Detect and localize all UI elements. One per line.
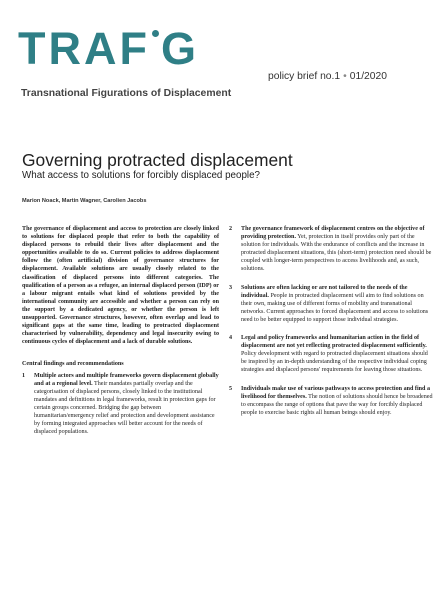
finding-item-3 xyxy=(229,284,433,324)
logo-subtitle: Transnational Figurations of Displacement xyxy=(21,88,232,99)
finding-number: 4 xyxy=(229,335,233,342)
central-findings-heading: Central findings and recommendations xyxy=(22,361,124,368)
finding-lead: Solutions are often lacking or are not tailored to the needs of the individual. xyxy=(241,284,408,299)
finding-item-5 xyxy=(229,385,433,417)
finding-number: 1 xyxy=(22,372,26,379)
logo-dot-icon xyxy=(152,30,159,37)
finding-item-1 xyxy=(22,372,219,437)
brief-separator: • xyxy=(343,71,347,82)
finding-number: 5 xyxy=(229,385,233,392)
finding-lead: Individuals make use of various pathways to access protection and find a livelihood for themselves. xyxy=(241,385,430,400)
left-column xyxy=(22,225,219,442)
right-column xyxy=(229,225,433,427)
authors: Marion Noack, Martin Wagner, Carolien Jacobs xyxy=(22,198,147,204)
finding-body: People in protracted displacement will aim to find solutions on their own, making use of different forms of mobility and transnational networks. Current approaches to forced displacement and access to solutions need to be better equipped to support those individual strategies. xyxy=(241,292,429,323)
finding-lead: Legal and policy frameworks and humanitarian action in the field of displacement are not yet reflecting protracted displacement sufficiently. xyxy=(241,335,427,350)
brief-meta xyxy=(268,71,387,82)
page-title: Governing protracted displacement xyxy=(22,150,293,170)
finding-number: 3 xyxy=(229,284,233,291)
page-subtitle: What access to solutions for forcibly displaced people? xyxy=(22,170,260,181)
finding-text xyxy=(241,284,433,324)
finding-body: Their mandates partially overlap and the categorisation of displaced persons, closely linked to the institutional mandates and definitions in legal frameworks, result in protection gaps for certain groups concerned. Bridging the gap between humanitarian/emergency relief and protection and development assistance by forming integrated approaches will better account for the needs of displaced populations. xyxy=(34,380,216,436)
brief-label: policy brief no.1 xyxy=(268,71,341,82)
finding-body: Yet, protection in itself provides only part of the solution for individuals. With the endurance of conflicts and the increase in protracted displacement situations, this (short-term) protection need should be coupled with longer-term perspectives to access livelihoods and, as such, solutions. xyxy=(241,234,432,273)
finding-text xyxy=(34,372,219,437)
intro-paragraph: The governance of displacement and access to protection are closely linked to solutions for displaced people that refer to both the capability of displaced persons to rebuild their lives after displacement and the opportunities available to do so. Current policies to address displacement follow the (often artificial) division of governance structures for displacement. Available solutions are usually closely related to the classification of displaced persons into different categories. The qualification of a person as a refugee, an internal displaced person (IDP) or a labour migrant entails what kind of solutions provided by the international community are accessible and whether a person can rely on the support by a dedicated agency, or whether the person is left unsupported. Governance structures, however, often overlap and lead to significant gaps at the same time, leading to protracted displacement characterised by vulnerability, dependency and legal insecurity owing to continuous cycles of displacement and a lack of durable solutions. xyxy=(22,226,219,346)
finding-body: The notion of solutions should hence be broadened to encompass the range of options that pave the way for forcibly displaced people to exercise basic rights all human beings should enjoy. xyxy=(241,393,433,416)
finding-lead: The governance framework of displacement centres on the objective of providing protection. xyxy=(241,226,425,241)
finding-text xyxy=(241,334,433,374)
finding-lead: Multiple actors and multiple frameworks govern displacement globally and at a regional level. xyxy=(34,372,219,387)
finding-number: 2 xyxy=(229,226,233,232)
finding-text xyxy=(241,225,433,274)
finding-item-4 xyxy=(229,334,433,374)
traffig-logo xyxy=(18,23,199,74)
logo-text-right: G xyxy=(160,23,199,74)
brief-date: 01/2020 xyxy=(349,71,387,82)
logo-text-left: TRAF xyxy=(18,23,150,74)
finding-item-2 xyxy=(229,225,433,274)
finding-body: Policy development with regard to protracted displacement situations should be inspired by an in-depth understanding of the respective individual coping strategies and displaced persons' requirements for leaving those situations. xyxy=(241,351,428,374)
finding-text xyxy=(241,385,433,417)
